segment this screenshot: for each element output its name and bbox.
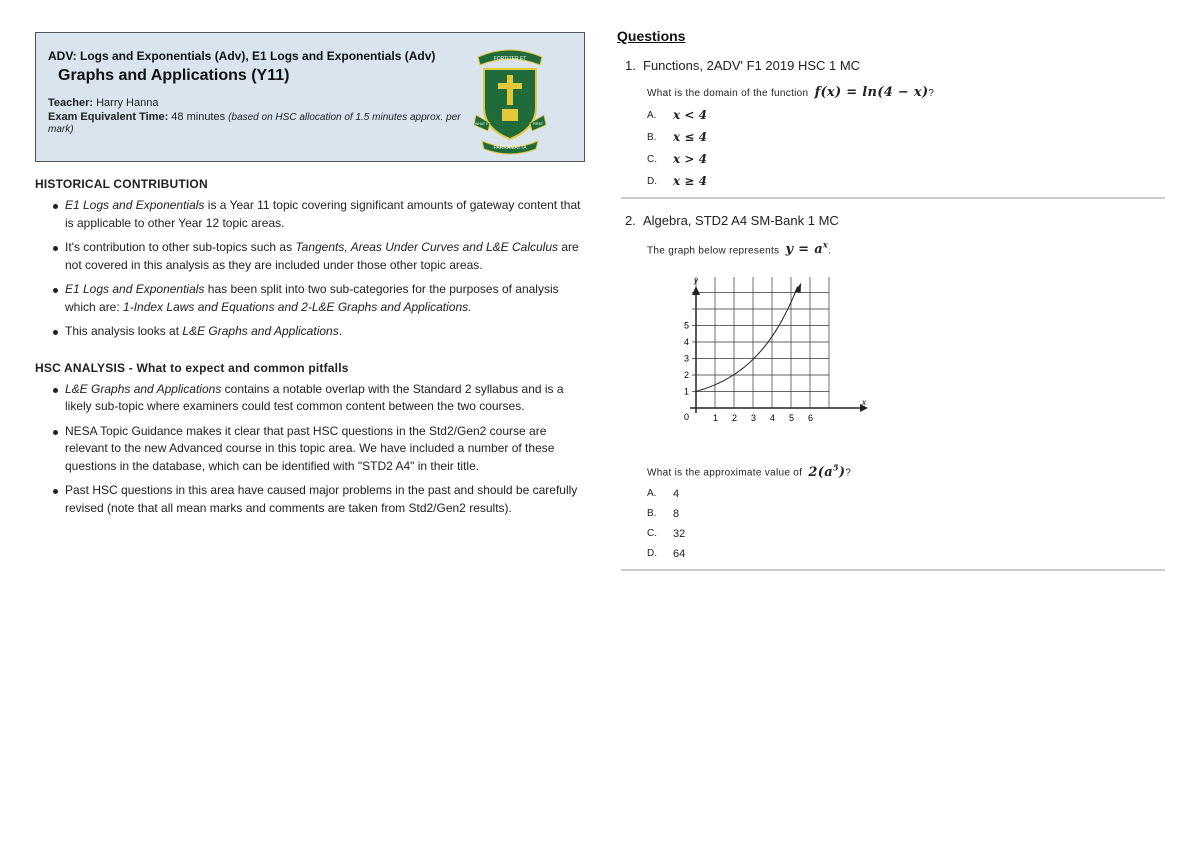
x-tick-label: 5 — [789, 413, 795, 424]
crest-top-text: FORTITER ET — [493, 56, 527, 62]
option-a[interactable]: A. x < 4 — [647, 108, 707, 122]
y-tick-label: 2 — [684, 370, 690, 381]
list-item: E1 Logs and Exponentials is a Year 11 topic covering significant amounts of gateway content that is applicable to other Year 12 topic areas. — [65, 197, 585, 232]
topic-subtitle: ADV: Logs and Exponentials (Adv), E1 Logs and Exponentials (Adv) — [48, 49, 436, 63]
crest-right-ribbon: FIRST — [532, 122, 544, 126]
list-item: Past HSC questions in this area have caused major problems in the past and should be carefully revised (note that all mean marks and comments are taken from Std2/Gen2 results). — [65, 482, 585, 517]
exam-time-note: (based on HSC allocation of 1.5 minutes approx. per mark) — [48, 112, 461, 135]
y-tick-label: 1 — [684, 386, 690, 397]
right-column — [617, 28, 1167, 571]
historical-list — [35, 197, 585, 341]
topic-header-box — [35, 32, 585, 162]
questions-title: Questions — [617, 28, 686, 44]
teacher-label: Teacher: — [48, 97, 94, 109]
option-d[interactable]: D. x ≥ 4 — [647, 174, 707, 188]
list-item: NESA Topic Guidance makes it clear that past HSC questions in the Std2/Gen2 course are relevant to the new Advanced course in this topic area. We have included a number of these questions in the database, which can be identified with "STD2 A4" in their title. — [65, 423, 585, 476]
x-tick-label: 2 — [732, 413, 738, 424]
curve-arrow-icon — [795, 283, 802, 293]
x-tick-label: 1 — [713, 413, 719, 424]
option-c[interactable]: C. x > 4 — [647, 152, 707, 166]
left-column — [35, 32, 585, 524]
crest-bottom-text: PARRAMATTA — [493, 145, 527, 151]
question-text: The graph below represents $y = a^x$. — [647, 240, 832, 258]
crest-left-ribbon: WHAT IT — [474, 122, 490, 126]
hsc-analysis-list — [35, 381, 585, 518]
y-axis-label: y — [694, 276, 698, 286]
divider — [621, 569, 1165, 571]
question-header: 1. Functions, 2ADV' F1 2019 HSC 1 MC — [625, 58, 861, 73]
option-d[interactable]: D. 64 — [647, 547, 686, 560]
x-tick-label: 4 — [770, 413, 776, 424]
x-axis-label: x — [862, 398, 866, 408]
question-2 — [617, 213, 1167, 571]
exponential-curve — [696, 287, 798, 392]
divider — [621, 197, 1165, 199]
option-b[interactable]: B. x ≤ 4 — [647, 130, 707, 144]
option-c[interactable]: C. 32 — [647, 527, 686, 540]
teacher-name: Harry Hanna — [96, 97, 159, 109]
origin-label: 0 — [684, 412, 690, 423]
option-b[interactable]: B. 8 — [647, 507, 680, 520]
graph-grid — [692, 277, 829, 408]
option-a[interactable]: A. 4 — [647, 487, 680, 500]
list-item: E1 Logs and Exponentials has been split into two sub-categories for the purposes of analysis which are: 1-Index Laws and Equations and 2-L&E Graphs and Applications. — [65, 281, 585, 316]
y-tick-label: 3 — [684, 353, 690, 364]
question-header: 2. Algebra, STD2 A4 SM-Bank 1 MC — [625, 213, 839, 228]
x-tick-label: 3 — [751, 413, 757, 424]
y-axis-arrow-icon — [692, 286, 700, 295]
x-tick-label: 6 — [808, 413, 814, 424]
exponential-graph — [672, 275, 872, 435]
exam-time-value: 48 minutes — [171, 111, 226, 123]
hsc-analysis-heading: HSC ANALYSIS - What to expect and common pitfalls — [35, 360, 349, 375]
list-item: L&E Graphs and Applications contains a notable overlap with the Standard 2 syllabus and is a likely sub-topic where examiners could test common content between the two courses. — [65, 381, 585, 416]
question-text: What is the domain of the function f(x) = ln(4 − x)? — [647, 85, 935, 100]
question-1 — [617, 58, 1167, 199]
y-tick-label: 4 — [684, 337, 690, 348]
question-math: $y = a^x$ — [785, 240, 828, 258]
list-item: It's contribution to other sub-topics such as Tangents, Areas Under Curves and L&E Calculus are not covered in this analysis as they are included under those other topic areas. — [65, 239, 585, 274]
list-item: This analysis looks at L&E Graphs and Applications. — [65, 323, 585, 341]
exam-time-label: Exam Equivalent Time: — [48, 111, 169, 123]
question-math-2: $2(a^5)$ — [808, 462, 846, 480]
historical-heading: HISTORICAL CONTRIBUTION — [35, 177, 208, 191]
question-math: f(x) = ln(4 − x) — [814, 85, 929, 100]
question-text-2: What is the approximate value of $2(a^5)$? — [647, 462, 852, 480]
school-crest-icon — [474, 43, 546, 155]
exam-time-line — [48, 111, 478, 135]
topic-title: Graphs and Applications (Y11) — [58, 67, 290, 84]
y-tick-label: 5 — [684, 320, 690, 331]
